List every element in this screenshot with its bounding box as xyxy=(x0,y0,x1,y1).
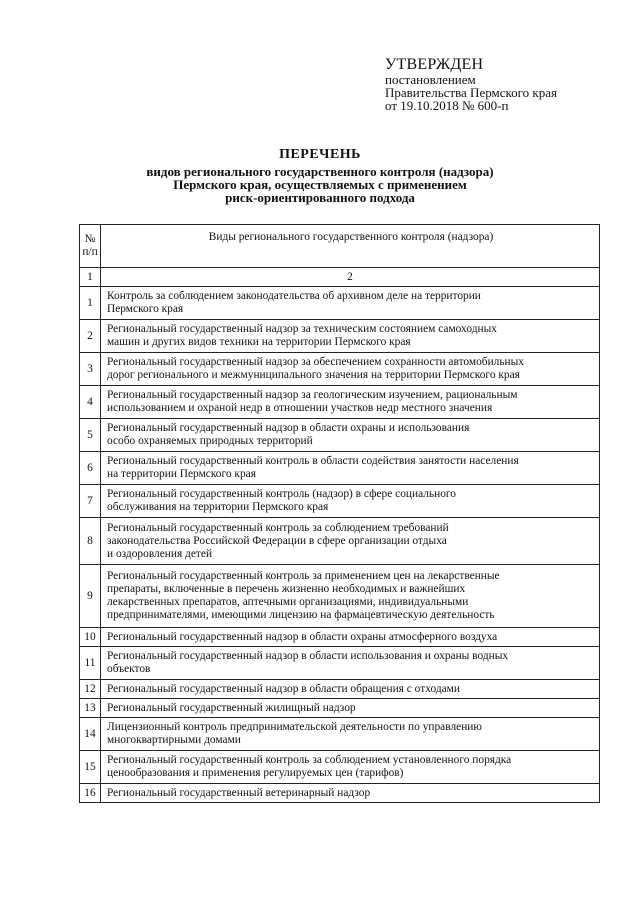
row-number: 16 xyxy=(80,784,101,803)
table-row xyxy=(80,452,600,485)
row-number: 3 xyxy=(80,353,101,386)
row-text-line: Региональный государственный надзор за техническим состоянием самоходных xyxy=(107,323,497,335)
table-row xyxy=(80,680,600,699)
row-text xyxy=(101,565,600,628)
row-text xyxy=(101,419,600,452)
row-text-line: особо охраняемых природных территорий xyxy=(107,435,313,447)
document-subtitle xyxy=(0,165,640,204)
table-row xyxy=(80,353,600,386)
row-number: 4 xyxy=(80,386,101,419)
table-row xyxy=(80,784,600,803)
row-number: 2 xyxy=(80,320,101,353)
table-row xyxy=(80,485,600,518)
row-text xyxy=(101,718,600,751)
row-text xyxy=(101,699,600,718)
approval-line: постановлением xyxy=(385,72,476,87)
row-number: 10 xyxy=(80,628,101,647)
index-text-cell: 2 xyxy=(101,268,600,287)
table-row xyxy=(80,419,600,452)
header-num-label: п/п xyxy=(82,246,98,258)
row-text xyxy=(101,628,600,647)
row-text-line: дорог регионального и межмуниципального значения на территории Пермского края xyxy=(107,369,520,381)
table-row xyxy=(80,647,600,680)
row-text-line: Региональный государственный контроль за соблюдением установленного порядка xyxy=(107,754,512,766)
table-row xyxy=(80,628,600,647)
row-text-line: Региональный государственный контроль за применением цен на лекарственные xyxy=(107,570,500,582)
table-header-row xyxy=(80,225,600,268)
row-text xyxy=(101,647,600,680)
row-text-line: и оздоровления детей xyxy=(107,547,213,560)
row-number: 1 xyxy=(80,287,101,320)
row-text-line: Региональный государственный жилищный надзор xyxy=(107,701,356,714)
row-text-line: законодательства Российской Федерации в сфере организации отдыха xyxy=(107,534,447,547)
row-text-line: предпринимателями, имеющими лицензию на фармацевтическую деятельность xyxy=(107,609,495,621)
row-text xyxy=(101,386,600,419)
row-number: 11 xyxy=(80,647,101,680)
row-text xyxy=(101,320,600,353)
row-text xyxy=(101,353,600,386)
approval-date: от 19.10.2018 № 600-п xyxy=(385,98,509,113)
row-text-line: обслуживания на территории Пермского края xyxy=(107,501,329,513)
control-types-table xyxy=(79,224,600,803)
row-number: 8 xyxy=(80,518,101,565)
subtitle-line: риск-ориентированного подхода xyxy=(225,190,415,205)
subtitle-line: видов регионального государственного контроля (надзора) xyxy=(146,164,494,179)
row-number: 9 xyxy=(80,565,101,628)
row-text-line: использованием и охраной недр в отношении участков недр местного значения xyxy=(107,402,493,414)
row-text-line: Региональный государственный контроль (надзор) в сфере социального xyxy=(107,488,456,500)
row-text xyxy=(101,287,600,320)
approval-stamp xyxy=(385,56,635,112)
row-number: 14 xyxy=(80,718,101,751)
table-index-row xyxy=(80,268,600,287)
row-text-line: Лицензионный контроль предпринимательской деятельности по управлению xyxy=(107,721,482,733)
row-text-line: препараты, включенные в перечень жизненно необходимых и важнейших xyxy=(107,583,466,595)
row-text-line: Региональный государственный надзор в области охраны атмосферного воздуха xyxy=(107,630,498,643)
header-num-label: № xyxy=(84,233,96,245)
row-text-line: машин и других видов техники на территории Пермского края xyxy=(107,336,411,348)
header-text-cell: Виды регионального государственного контроля (надзора) xyxy=(101,225,600,268)
row-text xyxy=(101,485,600,518)
row-text-line: Региональный государственный надзор за обеспечением сохранности автомобильных xyxy=(107,356,524,368)
row-text xyxy=(101,452,600,485)
row-text-line: Региональный государственный надзор за геологическим изучением, рациональным xyxy=(107,389,518,401)
approval-line: Правительства Пермского края xyxy=(385,85,557,100)
table-row xyxy=(80,518,600,565)
table-row xyxy=(80,718,600,751)
row-text-line: Региональный государственный надзор в области обращения с отходами xyxy=(107,682,460,695)
row-text xyxy=(101,751,600,784)
row-text-line: объектов xyxy=(107,663,151,675)
table-row xyxy=(80,386,600,419)
table-row xyxy=(80,699,600,718)
row-number: 7 xyxy=(80,485,101,518)
row-text-line: лекарственных препаратов, аптечными организациями, индивидуальными xyxy=(107,596,469,608)
row-text-line: Контроль за соблюдением законодательства об архивном деле на территории xyxy=(107,290,481,302)
table-row xyxy=(80,320,600,353)
table-row xyxy=(80,287,600,320)
row-text xyxy=(101,518,600,565)
document-title: ПЕРЕЧЕНЬ xyxy=(279,147,361,162)
row-text-line: Региональный государственный ветеринарный надзор xyxy=(107,786,371,799)
row-number: 6 xyxy=(80,452,101,485)
table-row xyxy=(80,565,600,628)
row-text xyxy=(101,680,600,699)
row-number: 5 xyxy=(80,419,101,452)
row-text-line: Пермского края xyxy=(107,303,184,315)
row-text-line: ценообразования и применения регулируемых цен (тарифов) xyxy=(107,767,404,779)
index-num-cell: 1 xyxy=(80,268,101,287)
approval-title: УТВЕРЖДЕН xyxy=(385,56,484,73)
table-row xyxy=(80,751,600,784)
row-text-line: многоквартирными домами xyxy=(107,734,241,746)
subtitle-line: Пермского края, осуществляемых с применением xyxy=(173,177,467,192)
row-text-line: Региональный государственный контроль за соблюдением требований xyxy=(107,521,449,534)
row-number: 15 xyxy=(80,751,101,784)
row-text-line: Региональный государственный надзор в области охраны и использования xyxy=(107,422,470,434)
row-number: 13 xyxy=(80,699,101,718)
row-text-line: на территории Пермского края xyxy=(107,468,256,480)
row-number: 12 xyxy=(80,680,101,699)
header-num-cell xyxy=(80,225,101,268)
row-text-line: Региональный государственный контроль в области содействия занятости населения xyxy=(107,455,519,467)
row-text xyxy=(101,784,600,803)
row-text-line: Региональный государственный надзор в области использования и охраны водных xyxy=(107,650,509,662)
